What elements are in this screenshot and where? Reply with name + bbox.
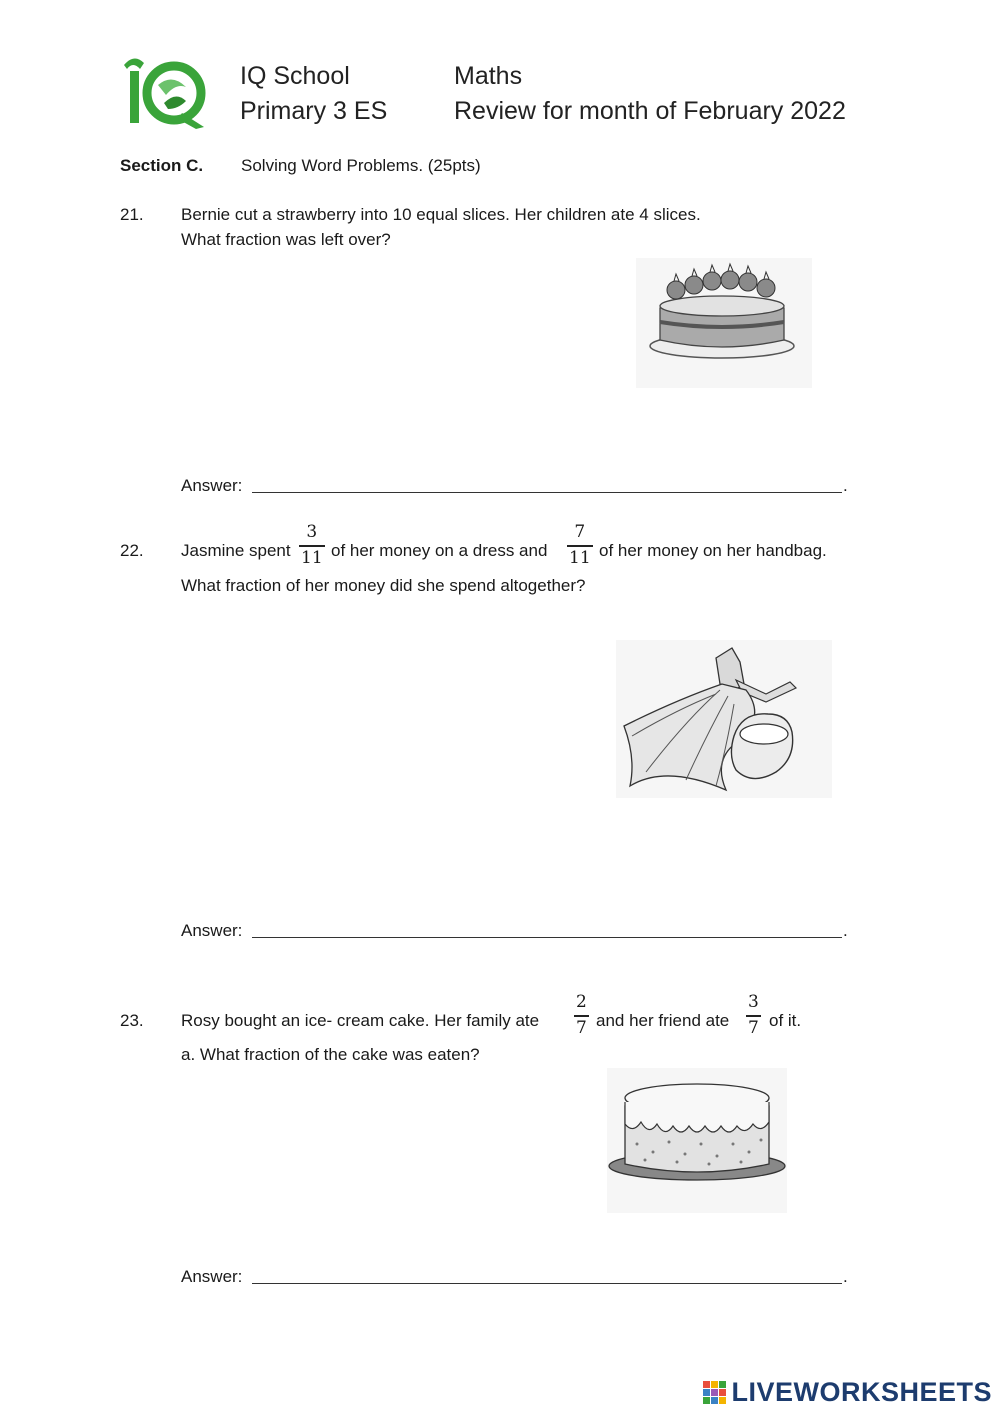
q22-answer-end: . — [843, 921, 848, 940]
q22-fraction-1-denominator: 11 — [301, 547, 323, 568]
q21-answer-input[interactable] — [252, 492, 842, 493]
q23-fraction-1-denominator: 7 — [576, 1017, 587, 1038]
section-label: Section C. — [120, 156, 204, 175]
subject-label: Maths — [454, 62, 523, 90]
section-title: Solving Word Problems. (25pts) — [241, 156, 481, 175]
q23-number: 23. — [120, 1011, 144, 1030]
q22-text-part3: of her money on her handbag. — [599, 541, 827, 560]
grade-label: Primary 3 ES — [240, 97, 388, 125]
q23-text-part1: Rosy bought an ice- cream cake. Her family ate — [181, 1011, 540, 1030]
strawberry-cake-image — [636, 258, 812, 388]
q23-answer-end: . — [843, 1267, 848, 1286]
liveworksheets-logo-icon — [703, 1381, 727, 1405]
dress-and-handbag-image — [616, 640, 832, 798]
q21-text-line2: What fraction was left over? — [181, 230, 391, 249]
ice-cream-cake-image — [607, 1068, 787, 1213]
q22-fraction-1-numerator: 3 — [306, 522, 318, 542]
q23-fraction-1-numerator: 2 — [576, 992, 587, 1012]
liveworksheets-brand: LIVEWORKSHEETS — [731, 1377, 992, 1407]
q23-fraction-2-denominator: 7 — [748, 1017, 759, 1038]
review-title: Review for month of February 2022 — [454, 97, 846, 125]
q23-text-part2: and her friend ate — [596, 1011, 730, 1030]
q22-answer-label: Answer: — [181, 921, 243, 940]
q22-fraction-1 — [299, 524, 325, 567]
q23-answer-label: Answer: — [181, 1267, 243, 1286]
q22-fraction-2-denominator: 11 — [569, 547, 591, 568]
q22-fraction-2-numerator: 7 — [574, 522, 586, 542]
iq-logo-icon — [120, 55, 208, 130]
q21-number: 21. — [120, 205, 144, 224]
q23-fraction-2 — [746, 994, 761, 1037]
q22-text-part2: of her money on a dress and — [331, 541, 548, 560]
q21-text-line1: Bernie cut a strawberry into 10 equal slices. Her children ate 4 slices. — [181, 205, 701, 224]
school-name: IQ School — [240, 62, 350, 90]
q23-text-part3: of it. — [769, 1011, 802, 1030]
q23-fraction-2-numerator: 3 — [748, 992, 759, 1012]
school-logo — [120, 55, 208, 130]
q23-text-line2: a. What fraction of the cake was eaten? — [181, 1045, 480, 1064]
q22-number: 22. — [120, 541, 144, 560]
liveworksheets-watermark[interactable] — [703, 1377, 992, 1408]
q21-answer-end: . — [843, 476, 848, 495]
q22-text-part1: Jasmine spent — [181, 541, 291, 560]
q22-fraction-2 — [567, 524, 593, 567]
q21-answer-label: Answer: — [181, 476, 243, 495]
q22-answer-input[interactable] — [252, 937, 842, 938]
q23-answer-input[interactable] — [252, 1283, 842, 1284]
q22-text-line2: What fraction of her money did she spend altogether? — [181, 576, 586, 595]
q23-fraction-1 — [574, 994, 589, 1037]
